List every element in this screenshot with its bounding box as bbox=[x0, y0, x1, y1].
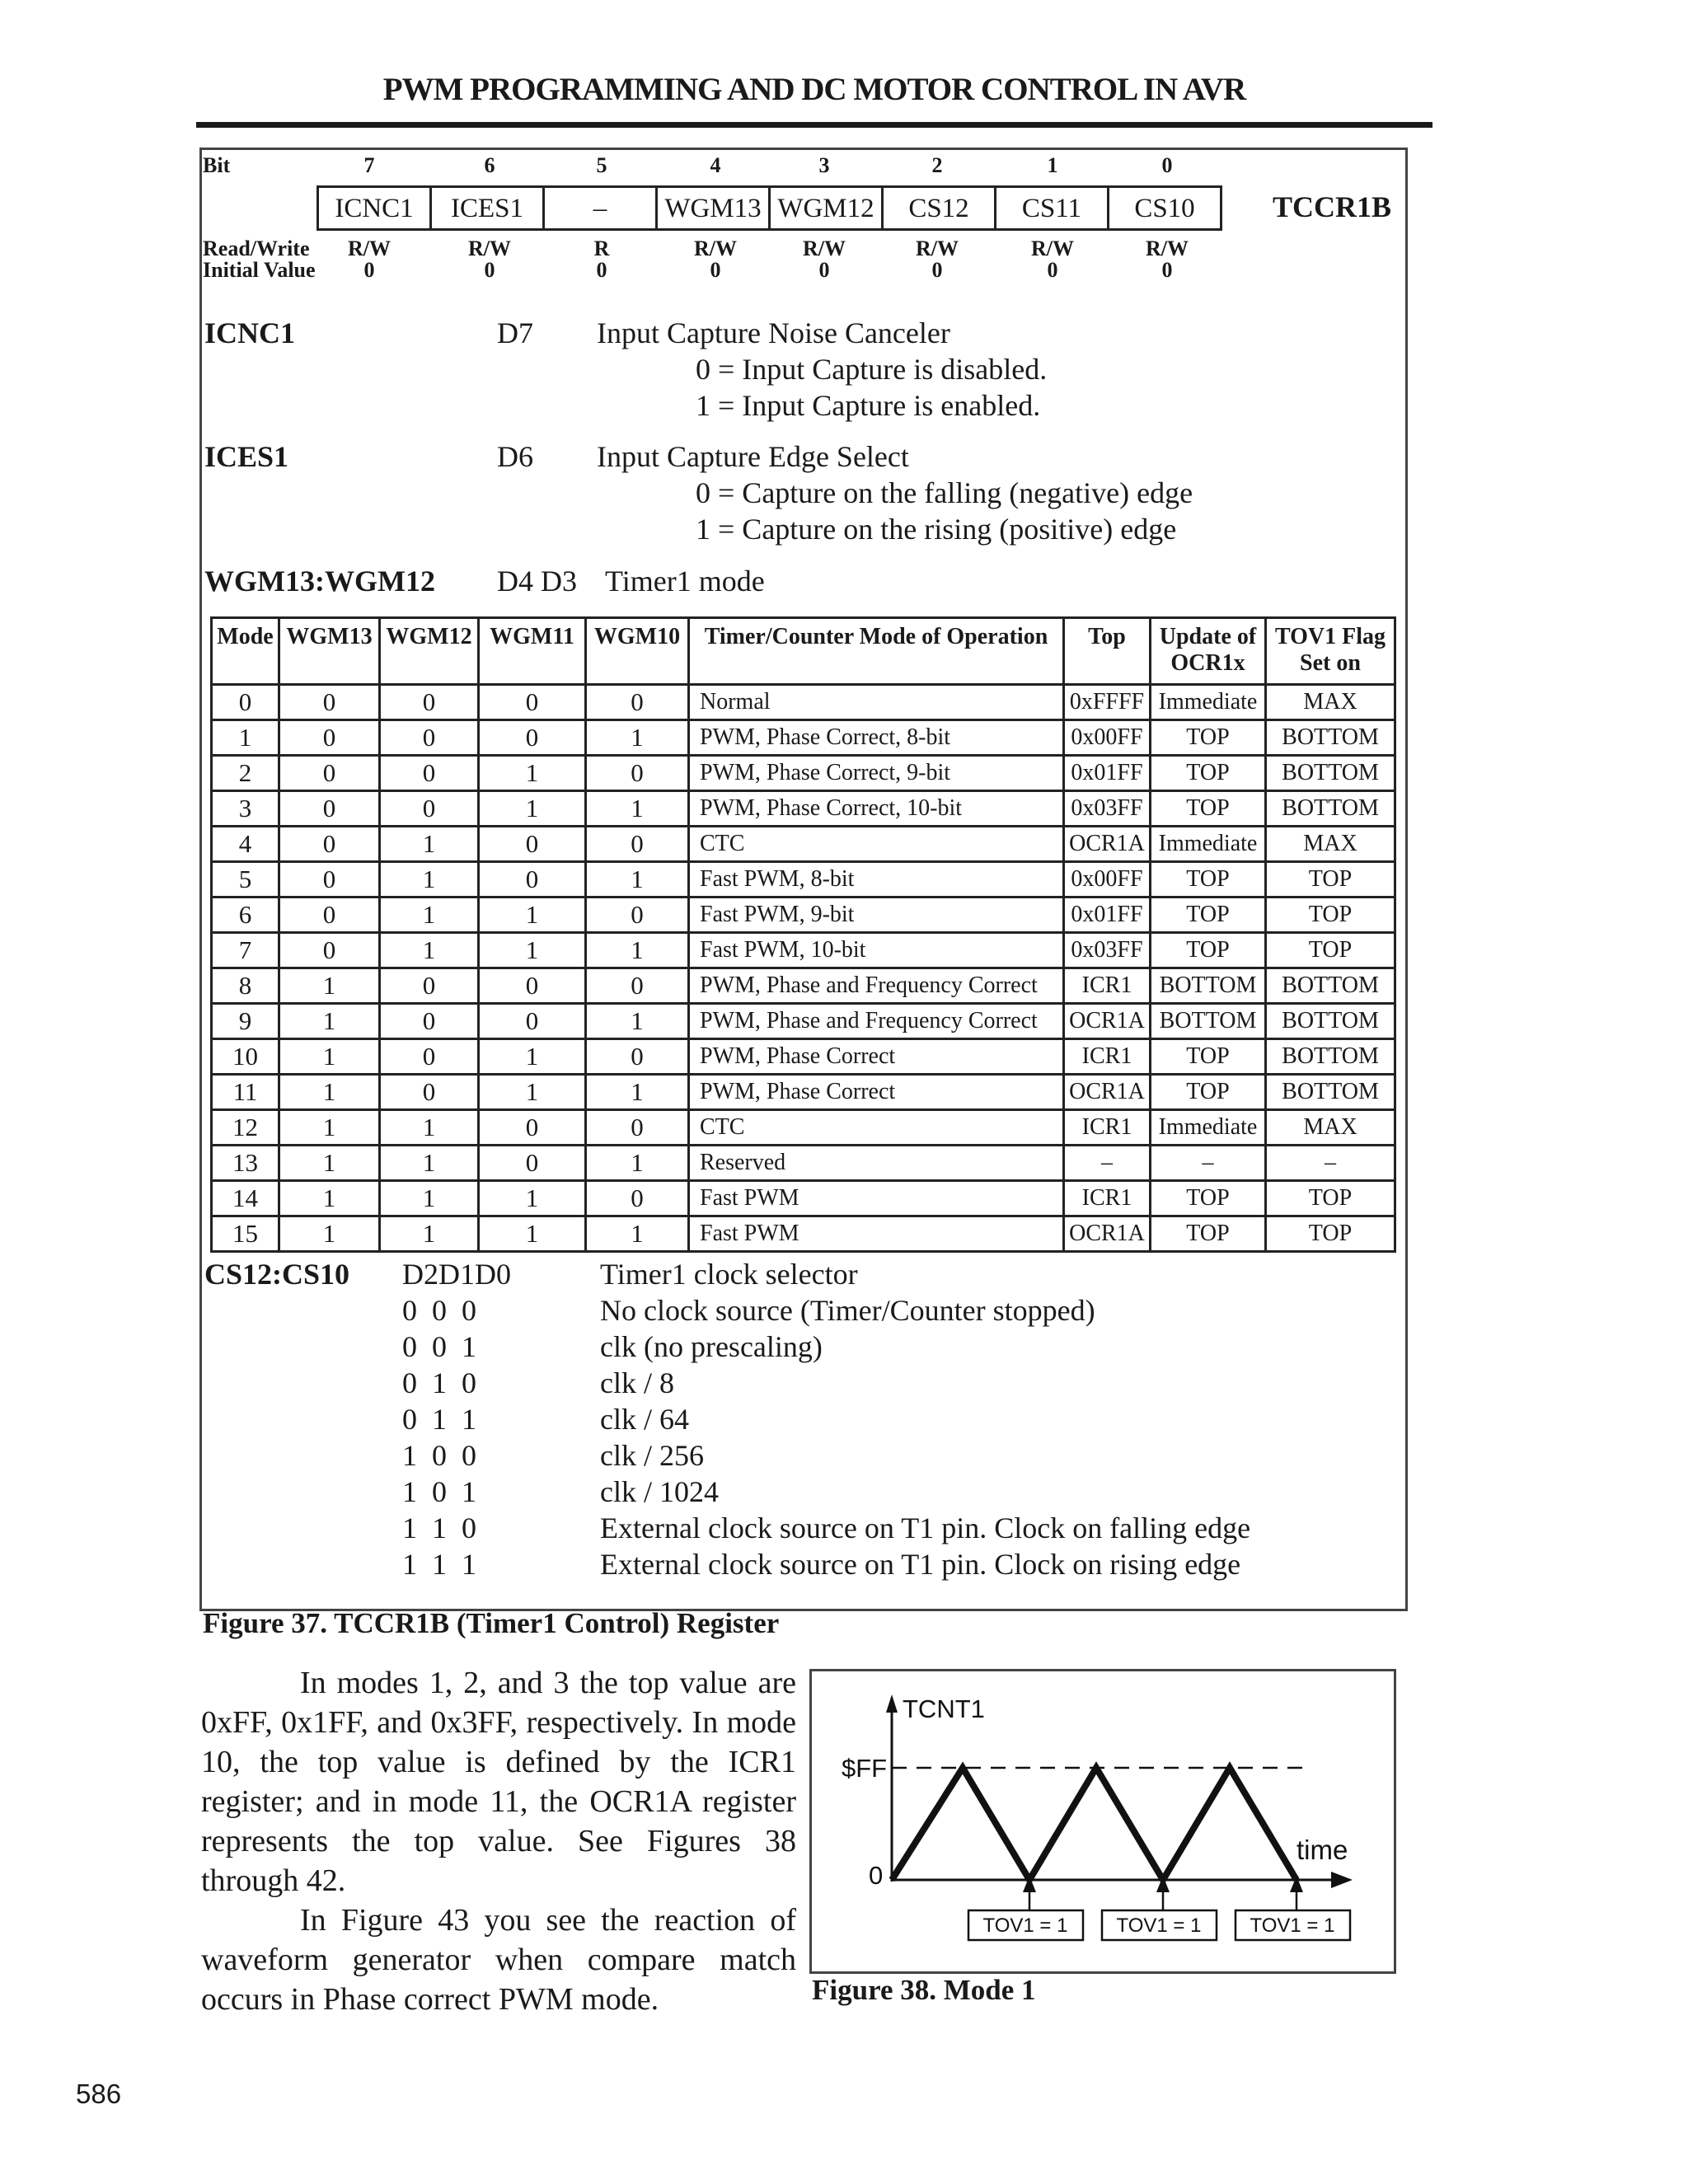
table-cell: 0 bbox=[586, 968, 689, 1004]
table-cell: 1 bbox=[586, 862, 689, 898]
cs-option-text: clk (no prescaling) bbox=[600, 1330, 823, 1363]
table-cell: 1 bbox=[479, 1181, 586, 1216]
figure-38-waveform bbox=[812, 1671, 1394, 1971]
table-cell: 1 bbox=[279, 1039, 380, 1075]
wgm-bits: D4 D3 bbox=[497, 565, 577, 598]
tov-label-1: TOV1 = 1 bbox=[982, 1915, 1068, 1937]
table-cell: TOP bbox=[1151, 1075, 1266, 1110]
table-cell: BOTTOM bbox=[1266, 1004, 1395, 1039]
table-cell: 1 bbox=[380, 898, 479, 933]
table-cell: ICR1 bbox=[1064, 1110, 1151, 1146]
table-cell: CTC bbox=[689, 1110, 1064, 1146]
table-row bbox=[212, 898, 1395, 933]
table-cell: Fast PWM bbox=[689, 1216, 1064, 1252]
table-cell: PWM, Phase Correct, 8-bit bbox=[689, 720, 1064, 756]
table-cell: 7 bbox=[212, 933, 279, 968]
table-cell: 0 bbox=[279, 756, 380, 791]
table-row bbox=[212, 720, 1395, 756]
figure-38-caption: Figure 38. Mode 1 bbox=[812, 1974, 1036, 2006]
initial-value-label: Initial Value bbox=[203, 258, 316, 282]
table-cell: 1 bbox=[479, 756, 586, 791]
table-cell: PWM, Phase and Frequency Correct bbox=[689, 1004, 1064, 1039]
register-field: CS12 bbox=[881, 185, 996, 231]
bit-number: 0 bbox=[1161, 153, 1173, 177]
table-cell: 15 bbox=[212, 1216, 279, 1252]
table-row bbox=[212, 1146, 1395, 1181]
bit-number: 2 bbox=[931, 153, 943, 177]
icnc1-option-1: 1 = Input Capture is enabled. bbox=[696, 389, 1041, 422]
table-cell: Normal bbox=[689, 685, 1064, 720]
cs-option-bits: 1 1 1 bbox=[402, 1548, 476, 1581]
table-cell: 11 bbox=[212, 1075, 279, 1110]
table-cell: Immediate bbox=[1151, 1110, 1266, 1146]
cs-option-text: clk / 8 bbox=[600, 1366, 674, 1399]
table-row bbox=[212, 933, 1395, 968]
table-cell: 0 bbox=[586, 1039, 689, 1075]
table-cell: 1 bbox=[380, 1146, 479, 1181]
table-cell: TOP bbox=[1151, 720, 1266, 756]
cs-option-text: clk / 1024 bbox=[600, 1475, 719, 1508]
table-cell: 1 bbox=[479, 1039, 586, 1075]
column-header: Update of OCR1x bbox=[1151, 618, 1266, 685]
table-cell: 0 bbox=[479, 720, 586, 756]
table-row bbox=[212, 685, 1395, 720]
table-cell: PWM, Phase Correct, 9-bit bbox=[689, 756, 1064, 791]
table-cell: MAX bbox=[1266, 1110, 1395, 1146]
table-cell: OCR1A bbox=[1064, 827, 1151, 862]
table-cell: 1 bbox=[380, 933, 479, 968]
tov-label-3: TOV1 = 1 bbox=[1250, 1915, 1335, 1937]
table-cell: 0 bbox=[586, 827, 689, 862]
ices1-bit: D6 bbox=[497, 440, 533, 473]
ices1-name: ICES1 bbox=[204, 440, 289, 473]
read-write-value: R/W bbox=[1146, 237, 1189, 260]
table-cell: Immediate bbox=[1151, 685, 1266, 720]
cs-option-text: clk / 64 bbox=[600, 1403, 689, 1436]
table-cell: 1 bbox=[279, 1216, 380, 1252]
initial-value: 0 bbox=[931, 258, 943, 282]
table-cell: – bbox=[1064, 1146, 1151, 1181]
count-waveform bbox=[892, 1768, 1296, 1880]
register-field: WGM12 bbox=[768, 185, 884, 231]
table-cell: 0x03FF bbox=[1064, 791, 1151, 827]
table-cell: OCR1A bbox=[1064, 1075, 1151, 1110]
table-cell: ICR1 bbox=[1064, 968, 1151, 1004]
table-row bbox=[212, 1075, 1395, 1110]
initial-value: 0 bbox=[484, 258, 495, 282]
table-cell: 13 bbox=[212, 1146, 279, 1181]
table-cell: TOP bbox=[1151, 791, 1266, 827]
x-axis-label: time bbox=[1296, 1835, 1348, 1865]
table-cell: 0 bbox=[212, 685, 279, 720]
table-cell: 1 bbox=[279, 968, 380, 1004]
table-cell: ICR1 bbox=[1064, 1181, 1151, 1216]
table-row bbox=[212, 862, 1395, 898]
register-fields bbox=[316, 185, 1222, 231]
table-cell: – bbox=[1151, 1146, 1266, 1181]
ices1-title: Input Capture Edge Select bbox=[597, 440, 909, 473]
table-cell: TOP bbox=[1266, 1216, 1395, 1252]
table-cell: 0 bbox=[479, 1004, 586, 1039]
column-header: WGM10 bbox=[586, 618, 689, 685]
table-cell: 1 bbox=[279, 1181, 380, 1216]
table-cell: 0 bbox=[279, 685, 380, 720]
initial-value: 0 bbox=[1047, 258, 1058, 282]
paragraph-1: In modes 1, 2, and 3 the top value are 0xFF, 0x1FF, and 0x3FF, respectively. In mode 10, the top value is defined by the ICR1 register; and in mode 11, the OCR1A register represents the top value. See Figures 38 through 42. bbox=[201, 1666, 796, 1898]
table-cell: 1 bbox=[479, 898, 586, 933]
table-cell: 0 bbox=[380, 1039, 479, 1075]
table-cell: 0 bbox=[586, 1110, 689, 1146]
table-cell: Fast PWM, 10-bit bbox=[689, 933, 1064, 968]
cs-option-bits: 1 0 0 bbox=[402, 1439, 476, 1472]
table-cell: 1 bbox=[586, 720, 689, 756]
table-cell: 14 bbox=[212, 1181, 279, 1216]
cs-option-bits: 1 0 1 bbox=[402, 1475, 476, 1508]
table-cell: 2 bbox=[212, 756, 279, 791]
cs-title: Timer1 clock selector bbox=[600, 1258, 858, 1291]
table-cell: 1 bbox=[380, 1181, 479, 1216]
paragraph-2: In Figure 43 you see the reaction of waveform generator when compare match occurs in Phase correct PWM mode. bbox=[201, 1903, 796, 2017]
register-field: WGM13 bbox=[655, 185, 771, 231]
table-cell: TOP bbox=[1151, 862, 1266, 898]
table-cell: 1 bbox=[380, 862, 479, 898]
table-cell: 0 bbox=[380, 720, 479, 756]
cs-option-text: clk / 256 bbox=[600, 1439, 704, 1472]
table-cell: TOP bbox=[1266, 898, 1395, 933]
table-cell: 1 bbox=[586, 791, 689, 827]
cs-name: CS12:CS10 bbox=[204, 1258, 350, 1291]
column-header: WGM13 bbox=[279, 618, 380, 685]
initial-value: 0 bbox=[363, 258, 375, 282]
page-number: 586 bbox=[76, 2079, 122, 2109]
tov-label-2: TOV1 = 1 bbox=[1116, 1915, 1202, 1937]
table-cell: 6 bbox=[212, 898, 279, 933]
table-cell: Fast PWM bbox=[689, 1181, 1064, 1216]
table-cell: TOP bbox=[1266, 933, 1395, 968]
register-field: CS10 bbox=[1107, 185, 1222, 231]
table-cell: 0x00FF bbox=[1064, 862, 1151, 898]
register-name: TCCR1B bbox=[1273, 190, 1392, 223]
cs-option-bits: 0 1 0 bbox=[402, 1366, 476, 1399]
table-cell: 9 bbox=[212, 1004, 279, 1039]
table-cell: 1 bbox=[279, 1004, 380, 1039]
cs-option-bits: 0 1 1 bbox=[402, 1403, 476, 1436]
cs-option-text: External clock source on T1 pin. Clock on falling edge bbox=[600, 1511, 1251, 1544]
icnc1-bit: D7 bbox=[497, 316, 533, 349]
table-cell: 1 bbox=[212, 720, 279, 756]
icnc1-option-0: 0 = Input Capture is disabled. bbox=[696, 353, 1048, 386]
bit-number: 7 bbox=[363, 153, 375, 177]
table-cell: 1 bbox=[279, 1146, 380, 1181]
page-header-title: PWM PROGRAMMING AND DC MOTOR CONTROL IN AVR bbox=[382, 72, 1246, 107]
table-cell: 0 bbox=[380, 1075, 479, 1110]
y-axis-label: TCNT1 bbox=[903, 1694, 985, 1723]
table-row bbox=[212, 1216, 1395, 1252]
cs-option-bits: 0 0 0 bbox=[402, 1294, 476, 1327]
table-row bbox=[212, 1004, 1395, 1039]
table-cell: OCR1A bbox=[1064, 1216, 1151, 1252]
table-cell: Immediate bbox=[1151, 827, 1266, 862]
table-cell: 0 bbox=[279, 720, 380, 756]
read-write-value: R bbox=[593, 237, 610, 260]
table-cell: ICR1 bbox=[1064, 1039, 1151, 1075]
table-cell: 0 bbox=[479, 862, 586, 898]
waveform-mode-table bbox=[210, 616, 1396, 1253]
cs-option-text: External clock source on T1 pin. Clock on rising edge bbox=[600, 1548, 1241, 1581]
register-field: – bbox=[542, 185, 658, 231]
table-cell: PWM, Phase Correct, 10-bit bbox=[689, 791, 1064, 827]
column-header: Top bbox=[1064, 618, 1151, 685]
table-row bbox=[212, 1181, 1395, 1216]
table-cell: TOP bbox=[1151, 1181, 1266, 1216]
table-cell: 0xFFFF bbox=[1064, 685, 1151, 720]
table-cell: 4 bbox=[212, 827, 279, 862]
table-cell: 0 bbox=[279, 791, 380, 827]
table-cell: TOP bbox=[1266, 862, 1395, 898]
table-cell: 0x00FF bbox=[1064, 720, 1151, 756]
top-value-label: $FF bbox=[842, 1754, 888, 1783]
table-cell: 0 bbox=[279, 933, 380, 968]
table-cell: 0 bbox=[279, 898, 380, 933]
x-axis-arrow-icon bbox=[1331, 1872, 1353, 1888]
table-cell: 0 bbox=[479, 968, 586, 1004]
table-cell: BOTTOM bbox=[1151, 968, 1266, 1004]
table-cell: 0x01FF bbox=[1064, 898, 1151, 933]
table-cell: 0 bbox=[380, 1004, 479, 1039]
table-cell: PWM, Phase Correct bbox=[689, 1039, 1064, 1075]
register-field: ICNC1 bbox=[316, 185, 432, 231]
table-cell: 0x01FF bbox=[1064, 756, 1151, 791]
table-cell: MAX bbox=[1266, 827, 1395, 862]
header-rule bbox=[196, 122, 1432, 128]
table-cell: BOTTOM bbox=[1266, 1039, 1395, 1075]
table-row bbox=[212, 1039, 1395, 1075]
table-cell: 0 bbox=[380, 685, 479, 720]
table-cell: 1 bbox=[586, 1146, 689, 1181]
table-cell: 1 bbox=[380, 1110, 479, 1146]
table-cell: – bbox=[1266, 1146, 1395, 1181]
bit-number: 1 bbox=[1047, 153, 1058, 177]
cs-bits-header: D2D1D0 bbox=[402, 1258, 511, 1291]
table-cell: BOTTOM bbox=[1266, 720, 1395, 756]
table-cell: BOTTOM bbox=[1266, 968, 1395, 1004]
body-text bbox=[201, 1663, 796, 2019]
table-cell: 0 bbox=[479, 1110, 586, 1146]
table-cell: 1 bbox=[279, 1110, 380, 1146]
read-write-value: R/W bbox=[916, 237, 959, 260]
table-cell: MAX bbox=[1266, 685, 1395, 720]
bit-number: 6 bbox=[484, 153, 495, 177]
table-cell: Fast PWM, 9-bit bbox=[689, 898, 1064, 933]
table-cell: BOTTOM bbox=[1266, 1075, 1395, 1110]
table-row bbox=[212, 827, 1395, 862]
table-row bbox=[212, 791, 1395, 827]
read-write-value: R/W bbox=[468, 237, 511, 260]
table-cell: 0 bbox=[586, 756, 689, 791]
table-cell: 0 bbox=[279, 862, 380, 898]
table-cell: TOP bbox=[1151, 933, 1266, 968]
table-cell: 0x03FF bbox=[1064, 933, 1151, 968]
table-cell: 0 bbox=[479, 827, 586, 862]
table-header-row bbox=[212, 618, 1395, 685]
initial-value: 0 bbox=[710, 258, 721, 282]
bit-label: Bit bbox=[203, 153, 231, 177]
table-cell: 0 bbox=[380, 791, 479, 827]
cs-option-bits: 0 0 1 bbox=[402, 1330, 476, 1363]
cs-option-text: No clock source (Timer/Counter stopped) bbox=[600, 1294, 1095, 1327]
y-axis-arrow-icon bbox=[886, 1694, 898, 1713]
ices1-option-0: 0 = Capture on the falling (negative) edge bbox=[696, 476, 1193, 509]
table-cell: TOP bbox=[1151, 1039, 1266, 1075]
bit-number: 5 bbox=[596, 153, 607, 177]
table-row bbox=[212, 1110, 1395, 1146]
figure-38-frame bbox=[809, 1669, 1396, 1974]
table-cell: 8 bbox=[212, 968, 279, 1004]
table-cell: BOTTOM bbox=[1266, 791, 1395, 827]
table-cell: 0 bbox=[586, 1181, 689, 1216]
table-cell: 0 bbox=[279, 827, 380, 862]
table-cell: 0 bbox=[479, 685, 586, 720]
column-header: Mode bbox=[212, 618, 279, 685]
table-cell: BOTTOM bbox=[1151, 1004, 1266, 1039]
column-header: WGM12 bbox=[380, 618, 479, 685]
initial-value: 0 bbox=[1161, 258, 1173, 282]
table-cell: TOP bbox=[1151, 898, 1266, 933]
table-cell: CTC bbox=[689, 827, 1064, 862]
table-row bbox=[212, 968, 1395, 1004]
table-cell: 1 bbox=[479, 1216, 586, 1252]
table-cell: 3 bbox=[212, 791, 279, 827]
table-cell: 1 bbox=[279, 1075, 380, 1110]
column-header: Timer/Counter Mode of Operation bbox=[689, 618, 1064, 685]
table-cell: 0 bbox=[380, 756, 479, 791]
table-cell: PWM, Phase Correct bbox=[689, 1075, 1064, 1110]
initial-value: 0 bbox=[818, 258, 830, 282]
table-row bbox=[212, 756, 1395, 791]
cs-option-bits: 1 1 0 bbox=[402, 1511, 476, 1544]
table-cell: 1 bbox=[479, 1075, 586, 1110]
register-field: ICES1 bbox=[429, 185, 545, 231]
table-cell: BOTTOM bbox=[1266, 756, 1395, 791]
table-cell: 1 bbox=[586, 1075, 689, 1110]
initial-value: 0 bbox=[596, 258, 607, 282]
bit-number: 3 bbox=[818, 153, 830, 177]
figure-37-caption: Figure 37. TCCR1B (Timer1 Control) Register bbox=[203, 1607, 780, 1639]
table-cell: TOP bbox=[1266, 1181, 1395, 1216]
read-write-value: R/W bbox=[803, 237, 846, 260]
column-header: TOV1 Flag Set on bbox=[1266, 618, 1395, 685]
table-cell: TOP bbox=[1151, 756, 1266, 791]
wgm-name: WGM13:WGM12 bbox=[204, 565, 435, 598]
table-cell: 1 bbox=[479, 933, 586, 968]
table-cell: 1 bbox=[479, 791, 586, 827]
wgm-title: Timer1 mode bbox=[605, 565, 765, 598]
table-cell: 0 bbox=[586, 898, 689, 933]
table-cell: PWM, Phase and Frequency Correct bbox=[689, 968, 1064, 1004]
table-cell: 10 bbox=[212, 1039, 279, 1075]
ices1-option-1: 1 = Capture on the rising (positive) edge bbox=[696, 513, 1177, 546]
table-cell: Reserved bbox=[689, 1146, 1064, 1181]
register-field: CS11 bbox=[994, 185, 1109, 231]
table-cell: 1 bbox=[586, 1216, 689, 1252]
table-cell: 5 bbox=[212, 862, 279, 898]
zero-label: 0 bbox=[869, 1861, 884, 1890]
table-cell: 0 bbox=[479, 1146, 586, 1181]
table-cell: 0 bbox=[586, 685, 689, 720]
read-write-value: R/W bbox=[348, 237, 391, 260]
read-write-value: R/W bbox=[694, 237, 737, 260]
table-cell: 1 bbox=[586, 1004, 689, 1039]
table-cell: 1 bbox=[380, 827, 479, 862]
table-cell: Fast PWM, 8-bit bbox=[689, 862, 1064, 898]
table-cell: 12 bbox=[212, 1110, 279, 1146]
table-cell: 1 bbox=[586, 933, 689, 968]
icnc1-name: ICNC1 bbox=[204, 316, 296, 349]
table-cell: 0 bbox=[380, 968, 479, 1004]
table-cell: TOP bbox=[1151, 1216, 1266, 1252]
read-write-label: Read/Write bbox=[203, 237, 310, 260]
icnc1-title: Input Capture Noise Canceler bbox=[597, 316, 950, 349]
column-header: WGM11 bbox=[479, 618, 586, 685]
table-cell: OCR1A bbox=[1064, 1004, 1151, 1039]
bit-number: 4 bbox=[710, 153, 721, 177]
read-write-value: R/W bbox=[1031, 237, 1074, 260]
table-cell: 1 bbox=[380, 1216, 479, 1252]
